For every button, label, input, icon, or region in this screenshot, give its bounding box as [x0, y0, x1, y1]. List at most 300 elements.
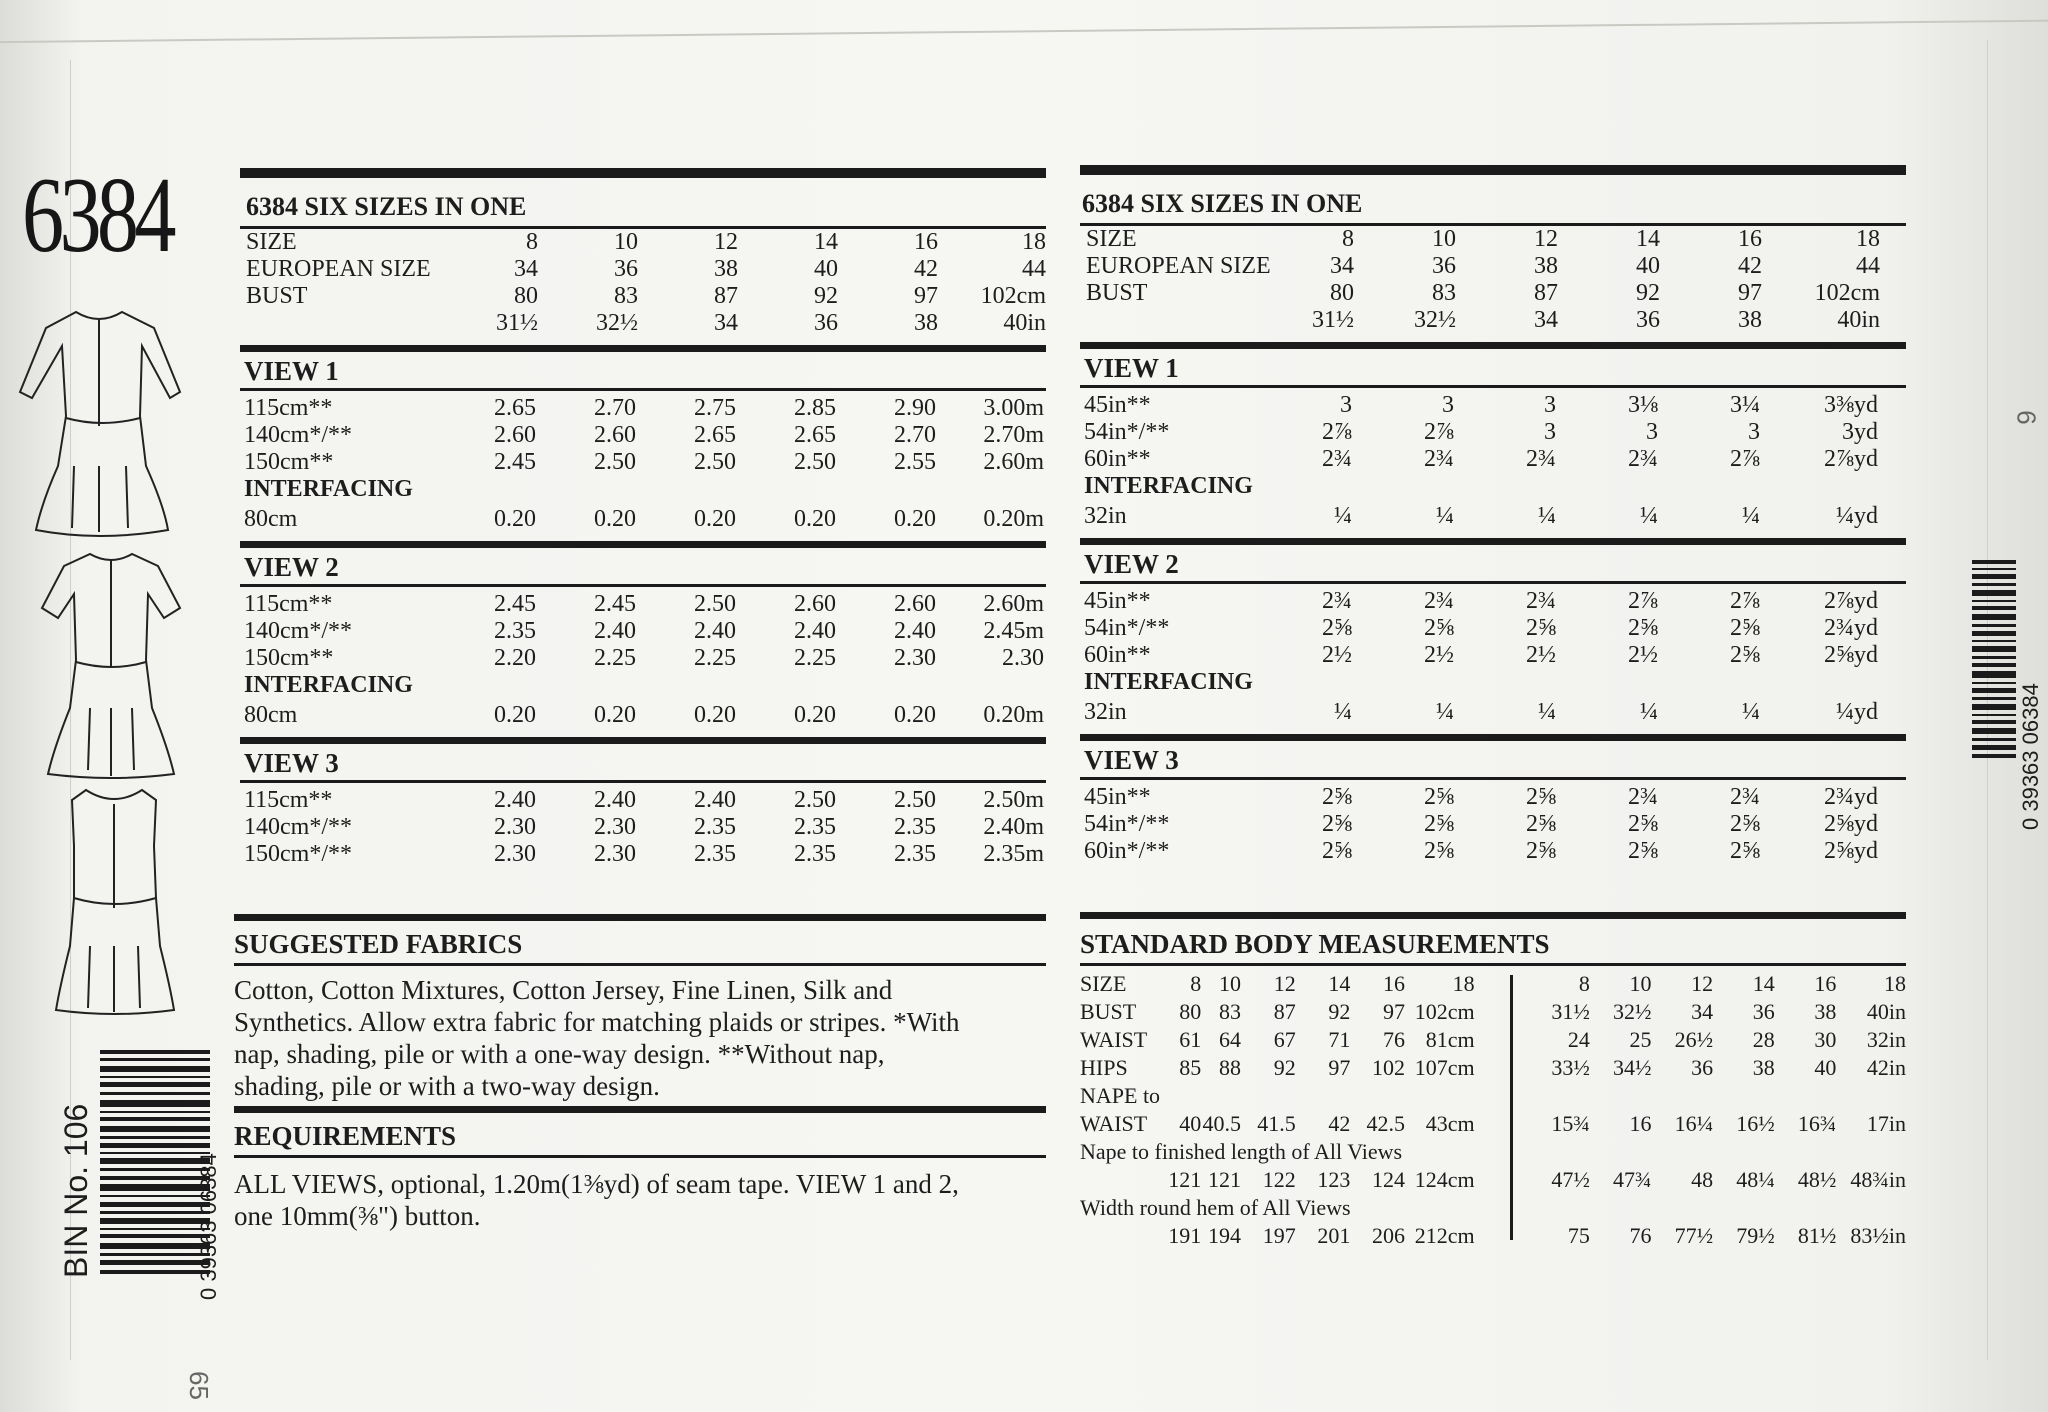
view1-dress-sketch-icon [14, 306, 184, 538]
table-cell: 124 [1372, 1167, 1406, 1192]
table-cell: ¼ [1742, 699, 1760, 725]
table-cell: 2.25 [694, 645, 736, 671]
yardage-row [1084, 588, 1906, 615]
interfacing-label: INTERFACING [244, 672, 413, 698]
metric-yardage [240, 345, 1046, 868]
interfacing-row [244, 699, 1046, 731]
table-cell: 38 [1738, 307, 1762, 333]
bm-bust-row [1080, 998, 1906, 1026]
upc-barcode-icon [1972, 560, 2016, 790]
bin-barcode-digits: 0 39363 06384 [196, 1153, 221, 1300]
column-gap [1475, 1026, 1529, 1054]
requirements-title: REQUIREMENTS [234, 1121, 457, 1151]
table-cell: 76 [1629, 1223, 1652, 1248]
interfacing-row [244, 503, 1046, 535]
table-cell: ¼ [1640, 503, 1658, 529]
view-title-3: VIEW 3 [244, 748, 339, 778]
table-cell: 2.40 [694, 787, 736, 813]
table-cell: 2⅝ [1424, 838, 1454, 864]
interfacing-label: INTERFACING [1084, 473, 1253, 499]
table-cell: 2¾ [1526, 446, 1556, 472]
interfacing-label: INTERFACING [1084, 669, 1253, 695]
table-cell: 201 [1317, 1223, 1351, 1248]
table-cell: 17in [1866, 1111, 1906, 1136]
table-cell: 10 [1219, 971, 1242, 996]
size-row [246, 229, 1046, 256]
table-cell: 2¾ [1628, 446, 1658, 472]
table-cell: 2⅝ [1322, 811, 1352, 837]
table-cell: 12 [714, 229, 738, 255]
table-cell: 2.35 [894, 814, 936, 840]
table-cell: 2.20 [494, 645, 536, 671]
yardage-row [244, 422, 1046, 449]
table-cell: 33½ [1551, 1055, 1590, 1080]
bm-size-row [1080, 970, 1906, 998]
fabric-width-label: 60in** [1084, 642, 1151, 668]
table-cell: 2.60 [594, 422, 636, 448]
table-cell: 2⅝ [1628, 811, 1658, 837]
table-cell: 15¾ [1551, 1111, 1590, 1136]
body-measurements-section [1080, 912, 1906, 1250]
table-cell: 2.40 [694, 618, 736, 644]
table-cell: 3yd [1842, 419, 1878, 445]
table-cell: 36 [814, 310, 838, 336]
table-cell: 0.20 [794, 506, 836, 532]
view-title-1: VIEW 1 [1084, 353, 1179, 383]
table-cell: 2.65 [694, 422, 736, 448]
pattern-number: 6384 [22, 156, 172, 275]
rule [1080, 165, 1906, 175]
table-cell: 80 [514, 283, 538, 309]
rule [240, 584, 1046, 587]
table-cell: 0.20m [983, 506, 1044, 532]
table-cell: 36 [1752, 999, 1775, 1024]
table-cell: 88 [1219, 1055, 1242, 1080]
table-cell: 83 [614, 283, 638, 309]
table-cell: 38 [1534, 253, 1558, 279]
rule [1080, 734, 1906, 741]
fabric-width-label: 140cm*/** [244, 814, 352, 840]
table-cell: 2.30 [894, 645, 936, 671]
yardage-row [1084, 615, 1906, 642]
table-cell: 2.70 [894, 422, 936, 448]
table-cell: 2¾ [1424, 588, 1454, 614]
bm-length-row-label [1080, 1166, 1160, 1194]
table-cell: 32½ [596, 310, 638, 336]
table-cell: 2.25 [594, 645, 636, 671]
table-cell: 42 [1738, 253, 1762, 279]
table-cell: 2⅝ [1730, 811, 1760, 837]
yardage-row [244, 645, 1046, 672]
table-cell: 2.50 [794, 449, 836, 475]
table-cell: 2¾ [1730, 784, 1760, 810]
requirements-line: one 10mm(⅜") button. [234, 1201, 481, 1231]
table-cell: 32½ [1414, 307, 1456, 333]
bust-in-row [1086, 307, 1906, 334]
table-cell: 25 [1629, 1027, 1652, 1052]
table-cell: 124cm [1414, 1167, 1475, 1192]
bust-cm-row-label: BUST [1086, 280, 1148, 306]
table-cell: 14 [1636, 226, 1660, 252]
bm-hips-row-label: HIPS [1080, 1055, 1128, 1080]
table-cell: 2⅞yd [1824, 446, 1878, 472]
rule [1080, 385, 1906, 388]
table-cell: 2⅝ [1628, 615, 1658, 641]
bust-in-row-label [1086, 307, 1246, 334]
view-title-3: VIEW 3 [1084, 745, 1179, 775]
table-cell: 2.35 [794, 841, 836, 867]
table-cell: 2⅝ [1424, 811, 1454, 837]
bm-nape-row-label: WAIST [1080, 1111, 1148, 1136]
table-cell: 2⅞yd [1824, 588, 1878, 614]
table-cell: 2.30 [1002, 645, 1044, 671]
nape-label-row: NAPE to [1080, 1083, 1161, 1108]
table-cell: 40in [1003, 310, 1046, 336]
table-cell: 2.45 [594, 591, 636, 617]
requirements-section [234, 1106, 1046, 1232]
table-cell: 2¾ [1526, 588, 1556, 614]
table-cell: 16 [914, 229, 938, 255]
table-cell: 2.40 [494, 787, 536, 813]
table-cell: 2.30 [594, 814, 636, 840]
bm-hips-row [1080, 1054, 1906, 1082]
table-cell: 77½ [1674, 1223, 1714, 1248]
fabric-width-label: 115cm** [244, 591, 333, 617]
table-cell: 16 [1383, 971, 1406, 996]
table-cell: 2.50m [983, 787, 1044, 813]
hem-label-row: Width round hem of All Views [1080, 1195, 1351, 1220]
table-cell: 14 [1328, 971, 1351, 996]
table-cell: 2.70 [594, 395, 636, 421]
table-cell: 2½ [1322, 642, 1352, 668]
table-cell: 8 [1578, 971, 1590, 996]
table-cell: 2.85 [794, 395, 836, 421]
table-cell: 3 [1646, 419, 1658, 445]
metric-chart [240, 168, 1046, 868]
yardage-row [244, 618, 1046, 645]
upc-barcode-digits: 0 39363 06384 [2018, 683, 2043, 830]
cm-in-divider [1510, 975, 1513, 1240]
fabric-width-label: 54in*/** [1084, 615, 1170, 641]
table-cell: 2¾yd [1824, 784, 1878, 810]
table-cell: 2.70m [983, 422, 1044, 448]
table-cell: 97 [1738, 280, 1762, 306]
european-size-row-label: EUROPEAN SIZE [1086, 253, 1271, 279]
yardage-row [1084, 392, 1906, 419]
interfacing-row [1084, 696, 1906, 728]
rule [1080, 912, 1906, 919]
table-cell: 97 [1328, 1055, 1351, 1080]
table-cell: 2.50 [794, 787, 836, 813]
table-cell: 14 [814, 229, 838, 255]
table-cell: 18 [1884, 971, 1906, 996]
table-cell: 8 [526, 229, 538, 255]
table-cell: 16 [1814, 971, 1837, 996]
table-cell: 2½ [1424, 642, 1454, 668]
table-cell: 2¾ [1322, 588, 1352, 614]
bm-hem-row-label [1080, 1222, 1160, 1250]
table-cell: 48 [1691, 1167, 1714, 1192]
table-cell: 2⅝ [1526, 615, 1556, 641]
table-cell: 34 [714, 310, 738, 336]
table-cell: 0.20m [983, 702, 1044, 728]
fabric-width-label: 60in*/** [1084, 838, 1170, 864]
table-cell: 18 [1856, 226, 1880, 252]
fabrics-text [234, 974, 1046, 1102]
view3-dress-sketch-icon [52, 786, 176, 1016]
yardage-row [244, 449, 1046, 476]
yardage-row [1084, 811, 1906, 838]
table-cell: 18 [1022, 229, 1046, 255]
table-cell: 14 [1752, 971, 1775, 996]
table-cell: 0.20 [594, 506, 636, 532]
table-cell: 41.5 [1257, 1111, 1296, 1136]
table-cell: 30 [1814, 1027, 1837, 1052]
table-cell: 2.60 [894, 591, 936, 617]
length-label-row: Nape to finished length of All Views [1080, 1139, 1403, 1164]
table-cell: 47¾ [1613, 1167, 1652, 1192]
table-cell: 61 [1179, 1027, 1202, 1052]
table-cell: 0.20 [894, 702, 936, 728]
european-size-row [246, 256, 1046, 283]
table-cell: 38 [714, 256, 738, 282]
table-cell: 2.50 [894, 787, 936, 813]
table-cell: ¼ [1436, 503, 1454, 529]
yardage-row [244, 814, 1046, 841]
table-cell: 3 [1544, 392, 1556, 418]
table-cell: 2⅝ [1730, 838, 1760, 864]
view2-dress-sketch-icon [40, 548, 182, 780]
table-cell: 92 [1328, 999, 1351, 1024]
interfacing-width-label: 32in [1084, 699, 1127, 725]
table-cell: 12 [1273, 971, 1296, 996]
table-cell: 2¾ [1424, 446, 1454, 472]
table-cell: 48½ [1797, 1167, 1837, 1192]
table-cell: 197 [1262, 1223, 1296, 1248]
fabrics-line: Synthetics. Allow extra fabric for matching plaids or stripes. *With [234, 1007, 960, 1037]
yardage-row [1084, 784, 1906, 811]
table-cell: 2.25 [794, 645, 836, 671]
table-cell: ¼ [1640, 699, 1658, 725]
bm-size-row-label: SIZE [1080, 971, 1127, 996]
yardage-row [244, 591, 1046, 618]
yardage-row [1084, 838, 1906, 865]
table-cell: 102cm [980, 283, 1046, 309]
bust-in-row [246, 310, 1046, 337]
table-cell: 2⅞ [1424, 419, 1454, 445]
table-cell: 102 [1372, 1055, 1406, 1080]
table-cell: 2.90 [894, 395, 936, 421]
table-cell: 32½ [1613, 999, 1652, 1024]
table-cell: 2.50 [694, 449, 736, 475]
rule [240, 168, 1046, 178]
fabric-width-label: 45in** [1084, 784, 1151, 810]
table-cell: 2⅝ [1628, 838, 1658, 864]
table-cell: 121 [1168, 1167, 1202, 1192]
table-cell: 2⅝ [1322, 615, 1352, 641]
bottom-mark: 65 [183, 1371, 214, 1400]
fabric-width-label: 150cm*/** [244, 841, 352, 867]
fabric-width-label: 54in*/** [1084, 811, 1170, 837]
table-cell: ¼ [1538, 503, 1556, 529]
table-cell: 40 [814, 256, 838, 282]
rule [1080, 581, 1906, 584]
table-cell: 3¼ [1730, 392, 1760, 418]
fabrics-line: shading, pile or with a two-way design. [234, 1071, 660, 1101]
table-cell: 10 [1432, 226, 1456, 252]
table-cell: 2¾ [1322, 446, 1352, 472]
table-cell: 2⅝ [1526, 811, 1556, 837]
table-cell: 3 [1442, 392, 1454, 418]
table-cell: 12 [1534, 226, 1558, 252]
interfacing-row [1084, 500, 1906, 532]
table-cell: 18 [1452, 971, 1475, 996]
table-cell: 2⅝ [1424, 784, 1454, 810]
table-cell: 2⅝ [1526, 838, 1556, 864]
table-cell: 2⅝yd [1824, 642, 1878, 668]
table-cell: 48¾in [1850, 1167, 1906, 1192]
european-size-row-label: EUROPEAN SIZE [246, 256, 431, 282]
table-cell: 191 [1168, 1223, 1202, 1248]
table-cell: 97 [1383, 999, 1406, 1024]
rule [1080, 538, 1906, 545]
table-cell: 2.40 [594, 787, 636, 813]
table-cell: 71 [1328, 1027, 1351, 1052]
table-cell: 87 [714, 283, 738, 309]
fabric-width-label: 45in** [1084, 392, 1151, 418]
table-cell: 0.20 [694, 506, 736, 532]
fabric-width-label: 115cm** [244, 395, 333, 421]
rule [240, 541, 1046, 548]
table-cell: 92 [814, 283, 838, 309]
table-cell: 206 [1372, 1223, 1406, 1248]
table-cell: 31½ [1551, 999, 1590, 1024]
rule [240, 780, 1046, 783]
fabrics-line: Cotton, Cotton Mixtures, Cotton Jersey, Fine Linen, Silk and [234, 975, 893, 1005]
table-cell: 40in [1866, 999, 1906, 1024]
table-cell: 44 [1856, 253, 1880, 279]
table-cell: 0.20 [694, 702, 736, 728]
table-cell: 75 [1567, 1223, 1590, 1248]
size-row-label: SIZE [1086, 226, 1137, 252]
table-cell: 107cm [1414, 1055, 1475, 1080]
table-cell: 2.40 [894, 618, 936, 644]
yardage-row [244, 395, 1046, 422]
yardage-row [1084, 446, 1906, 473]
table-cell: 0.20 [794, 702, 836, 728]
fabric-width-label: 115cm** [244, 787, 333, 813]
requirements-line: ALL VIEWS, optional, 1.20m(1⅜yd) of seam tape. VIEW 1 and 2, [234, 1169, 959, 1199]
bust-in-row-label [246, 310, 446, 337]
table-cell: 2.35 [894, 841, 936, 867]
table-cell: 2.40 [794, 618, 836, 644]
table-cell: 2.30 [594, 841, 636, 867]
metric-size-header [240, 229, 1046, 337]
table-cell: 2⅞ [1322, 419, 1352, 445]
table-cell: 0.20 [594, 702, 636, 728]
table-cell: ¼yd [1836, 699, 1878, 725]
table-cell: ¼ [1334, 503, 1352, 529]
size-row-label: SIZE [246, 229, 297, 255]
table-cell: 2⅝yd [1824, 811, 1878, 837]
table-cell: 2.40m [983, 814, 1044, 840]
metric-title: 6384 SIX SIZES IN ONE [246, 192, 527, 221]
table-cell: 2.45m [983, 618, 1044, 644]
table-cell: 122 [1262, 1167, 1296, 1192]
table-cell: 2½ [1526, 642, 1556, 668]
table-cell: 24 [1567, 1027, 1590, 1052]
table-cell: 8 [1342, 226, 1354, 252]
fabric-width-label: 150cm** [244, 645, 334, 671]
table-cell: 40in [1837, 307, 1880, 333]
table-cell: 12 [1691, 971, 1714, 996]
bin-barcode-icon [100, 1050, 210, 1280]
table-cell: 42in [1866, 1055, 1906, 1080]
table-cell: 2.35 [494, 618, 536, 644]
column-gap [1475, 1054, 1529, 1082]
table-cell: 121 [1208, 1167, 1242, 1192]
imperial-chart [1080, 165, 1906, 865]
table-cell: 102cm [1414, 999, 1475, 1024]
table-cell: 26½ [1674, 1027, 1714, 1052]
yardage-row [1084, 642, 1906, 669]
rule [1080, 963, 1906, 966]
bm-bust-row-label: BUST [1080, 999, 1137, 1024]
table-cell: 48¼ [1736, 1167, 1775, 1192]
table-cell: 31½ [1312, 307, 1354, 333]
table-cell: 2⅝ [1424, 615, 1454, 641]
table-cell: 83½in [1850, 1223, 1906, 1248]
fabrics-section [234, 914, 1046, 1102]
table-cell: 92 [1636, 280, 1660, 306]
table-cell: 40 [1636, 253, 1660, 279]
table-cell: 80 [1179, 999, 1202, 1024]
table-cell: 40 [1814, 1055, 1837, 1080]
fabric-width-label: 60in** [1084, 446, 1151, 472]
view-title-2: VIEW 2 [1084, 549, 1179, 579]
european-size-row [1086, 253, 1906, 280]
table-cell: 3 [1340, 392, 1352, 418]
table-cell: 67 [1273, 1027, 1296, 1052]
yardage-row [1084, 419, 1906, 446]
table-cell: 42 [1328, 1111, 1351, 1136]
imperial-yardage [1080, 342, 1906, 865]
size-row [1086, 226, 1906, 253]
table-cell: 38 [914, 310, 938, 336]
table-cell: 40.5 [1202, 1111, 1242, 1136]
fabric-width-label: 45in** [1084, 588, 1151, 614]
table-cell: 2.60m [983, 591, 1044, 617]
table-cell: 81cm [1425, 1027, 1475, 1052]
table-cell: 2.35 [794, 814, 836, 840]
table-cell: 97 [914, 283, 938, 309]
table-cell: 36 [614, 256, 638, 282]
table-cell: 36 [1432, 253, 1456, 279]
table-cell: 2⅝ [1526, 784, 1556, 810]
side-mark: 9 [2011, 410, 2042, 425]
table-cell: 3⅜yd [1824, 392, 1878, 418]
rule [240, 345, 1046, 352]
table-cell: 2⅝ [1730, 642, 1760, 668]
bm-hem-row [1080, 1222, 1906, 1250]
table-cell: 2.60 [794, 591, 836, 617]
table-cell: 123 [1317, 1167, 1351, 1192]
rule [234, 914, 1046, 921]
table-cell: 2.65 [494, 395, 536, 421]
table-cell: 16 [1738, 226, 1762, 252]
bm-waist-row-label: WAIST [1080, 1027, 1148, 1052]
bust-cm-row [246, 283, 1046, 310]
